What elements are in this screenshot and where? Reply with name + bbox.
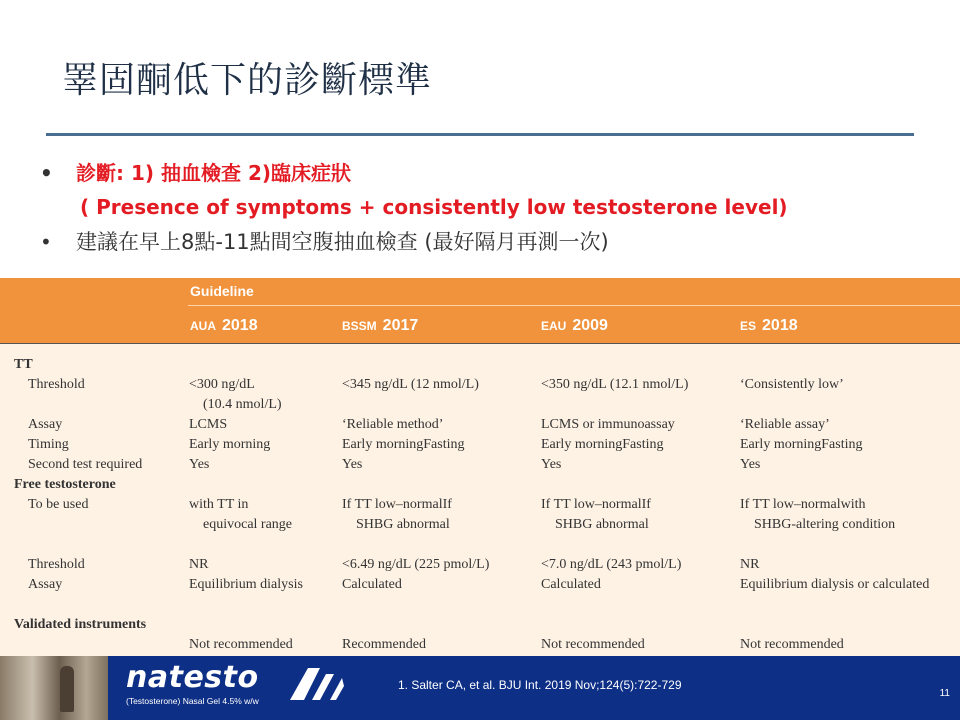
brand-logo-subtitle: (Testosterone) Nasal Gel 4.5% w/w (126, 696, 259, 706)
slide-title: 睪固酮低下的診斷標準 (62, 60, 433, 101)
cell-bssm-tobeused-cont: SHBG abnormal (356, 517, 450, 532)
org-name: AUA (190, 319, 216, 333)
brand-logo-text: natesto (126, 660, 259, 695)
cell-es-threshold: ‘Consistently low’ (740, 377, 844, 392)
footer-photo (0, 656, 108, 720)
cell-es-ft-threshold: NR (740, 557, 760, 572)
row-label-ft-assay: Assay (28, 577, 63, 592)
row-label-ft-threshold: Threshold (28, 557, 85, 572)
row-label-to-be-used: To be used (28, 497, 89, 512)
cell-aua-tobeused-cont: equivocal range (203, 517, 293, 532)
bullet-diagnosis (36, 156, 936, 190)
footer-banner (108, 656, 960, 720)
guideline-table (0, 278, 960, 658)
table-body (0, 344, 960, 658)
org-year: 2017 (382, 317, 419, 334)
org-name: BSSM (342, 319, 377, 333)
cell-aua-tobeused: with TT in (189, 497, 249, 512)
cell-aua-second: Yes (189, 457, 210, 472)
guideline-label: Guideline (190, 283, 254, 299)
cell-es-assay: ‘Reliable assay’ (740, 417, 830, 432)
cell-eau-tobeused-cont: SHBG abnormal (555, 517, 649, 532)
cell-bssm-assay: ‘Reliable method’ (342, 417, 444, 432)
org-es (740, 317, 798, 335)
cell-bssm-timing: Early morningFasting (342, 437, 465, 452)
row-label-assay: Assay (28, 417, 63, 432)
cell-aua-assay: LCMS (189, 417, 228, 432)
cell-bssm-second: Yes (342, 457, 363, 472)
brand-logo-mark-icon (286, 664, 346, 704)
table-header (0, 278, 960, 343)
org-eau (541, 317, 608, 335)
cell-bssm-ft-assay: Calculated (342, 577, 402, 592)
cell-bssm-validated: Recommended (342, 637, 426, 652)
org-aua (190, 317, 258, 335)
section-tt: TT (14, 357, 33, 372)
cell-aua-ft-threshold: NR (189, 557, 209, 572)
row-label-second-test: Second test required (28, 457, 143, 472)
org-bssm (342, 317, 418, 335)
section-free-testosterone: Free testosterone (14, 477, 116, 492)
cell-es-tobeused-cont: SHBG-altering condition (754, 517, 896, 532)
cell-es-second: Yes (740, 457, 761, 472)
bullet-diagnosis-text: 診斷: 1) 抽血檢查 2)臨床症狀 (76, 161, 351, 185)
page-number: 11 (939, 688, 950, 699)
cell-eau-tobeused: If TT low–normalIf (541, 497, 651, 512)
cell-bssm-tobeused: If TT low–normalIf (342, 497, 452, 512)
header-divider (188, 305, 960, 306)
cell-es-validated: Not recommended (740, 637, 844, 652)
org-name: EAU (541, 319, 567, 333)
cell-aua-threshold-cont: (10.4 nmol/L) (203, 397, 282, 412)
org-year: 2018 (222, 317, 258, 334)
cell-bssm-threshold: <345 ng/dL (12 nmol/L) (342, 377, 479, 392)
bullet-recommendation (36, 224, 936, 260)
bullet-list (36, 156, 936, 260)
org-name: ES (740, 319, 757, 333)
cell-es-tobeused: If TT low–normalwith (740, 497, 866, 512)
bullet-marker: • (40, 161, 53, 185)
person-silhouette (60, 666, 74, 712)
cell-eau-threshold: <350 ng/dL (12.1 nmol/L) (541, 377, 689, 392)
cell-es-timing: Early morningFasting (740, 437, 863, 452)
cell-es-ft-assay: Equilibrium dialysis or calculated (740, 577, 930, 592)
org-year: 2009 (572, 317, 608, 334)
cell-aua-threshold: <300 ng/dL (189, 377, 255, 392)
row-label-timing: Timing (28, 437, 69, 452)
bullet-recommendation-text: 建議在早上8點-11點間空腹抽血檢查 (最好隔月再測一次) (76, 230, 609, 254)
citation: 1. Salter CA, et al. BJU Int. 2019 Nov;124(5):722-729 (398, 678, 682, 692)
cell-aua-ft-assay: Equilibrium dialysis (189, 577, 303, 592)
cell-aua-validated: Not recommended (189, 637, 293, 652)
cell-eau-assay: LCMS or immunoassay (541, 417, 675, 432)
cell-bssm-ft-threshold: <6.49 ng/dL (225 pmol/L) (342, 557, 490, 572)
cell-eau-timing: Early morningFasting (541, 437, 664, 452)
section-validated-instruments: Validated instruments (14, 617, 147, 632)
cell-eau-validated: Not recommended (541, 637, 645, 652)
cell-eau-ft-assay: Calculated (541, 577, 601, 592)
bullet-marker: • (40, 230, 52, 254)
row-label-threshold: Threshold (28, 377, 85, 392)
cell-eau-ft-threshold: <7.0 ng/dL (243 pmol/L) (541, 557, 682, 572)
cell-aua-timing: Early morning (189, 437, 271, 452)
org-year: 2018 (762, 317, 798, 334)
title-underline (46, 133, 914, 136)
bullet-diagnosis-subtext: ( Presence of symptoms + consistently low testosterone level) (80, 195, 788, 219)
cell-eau-second: Yes (541, 457, 562, 472)
